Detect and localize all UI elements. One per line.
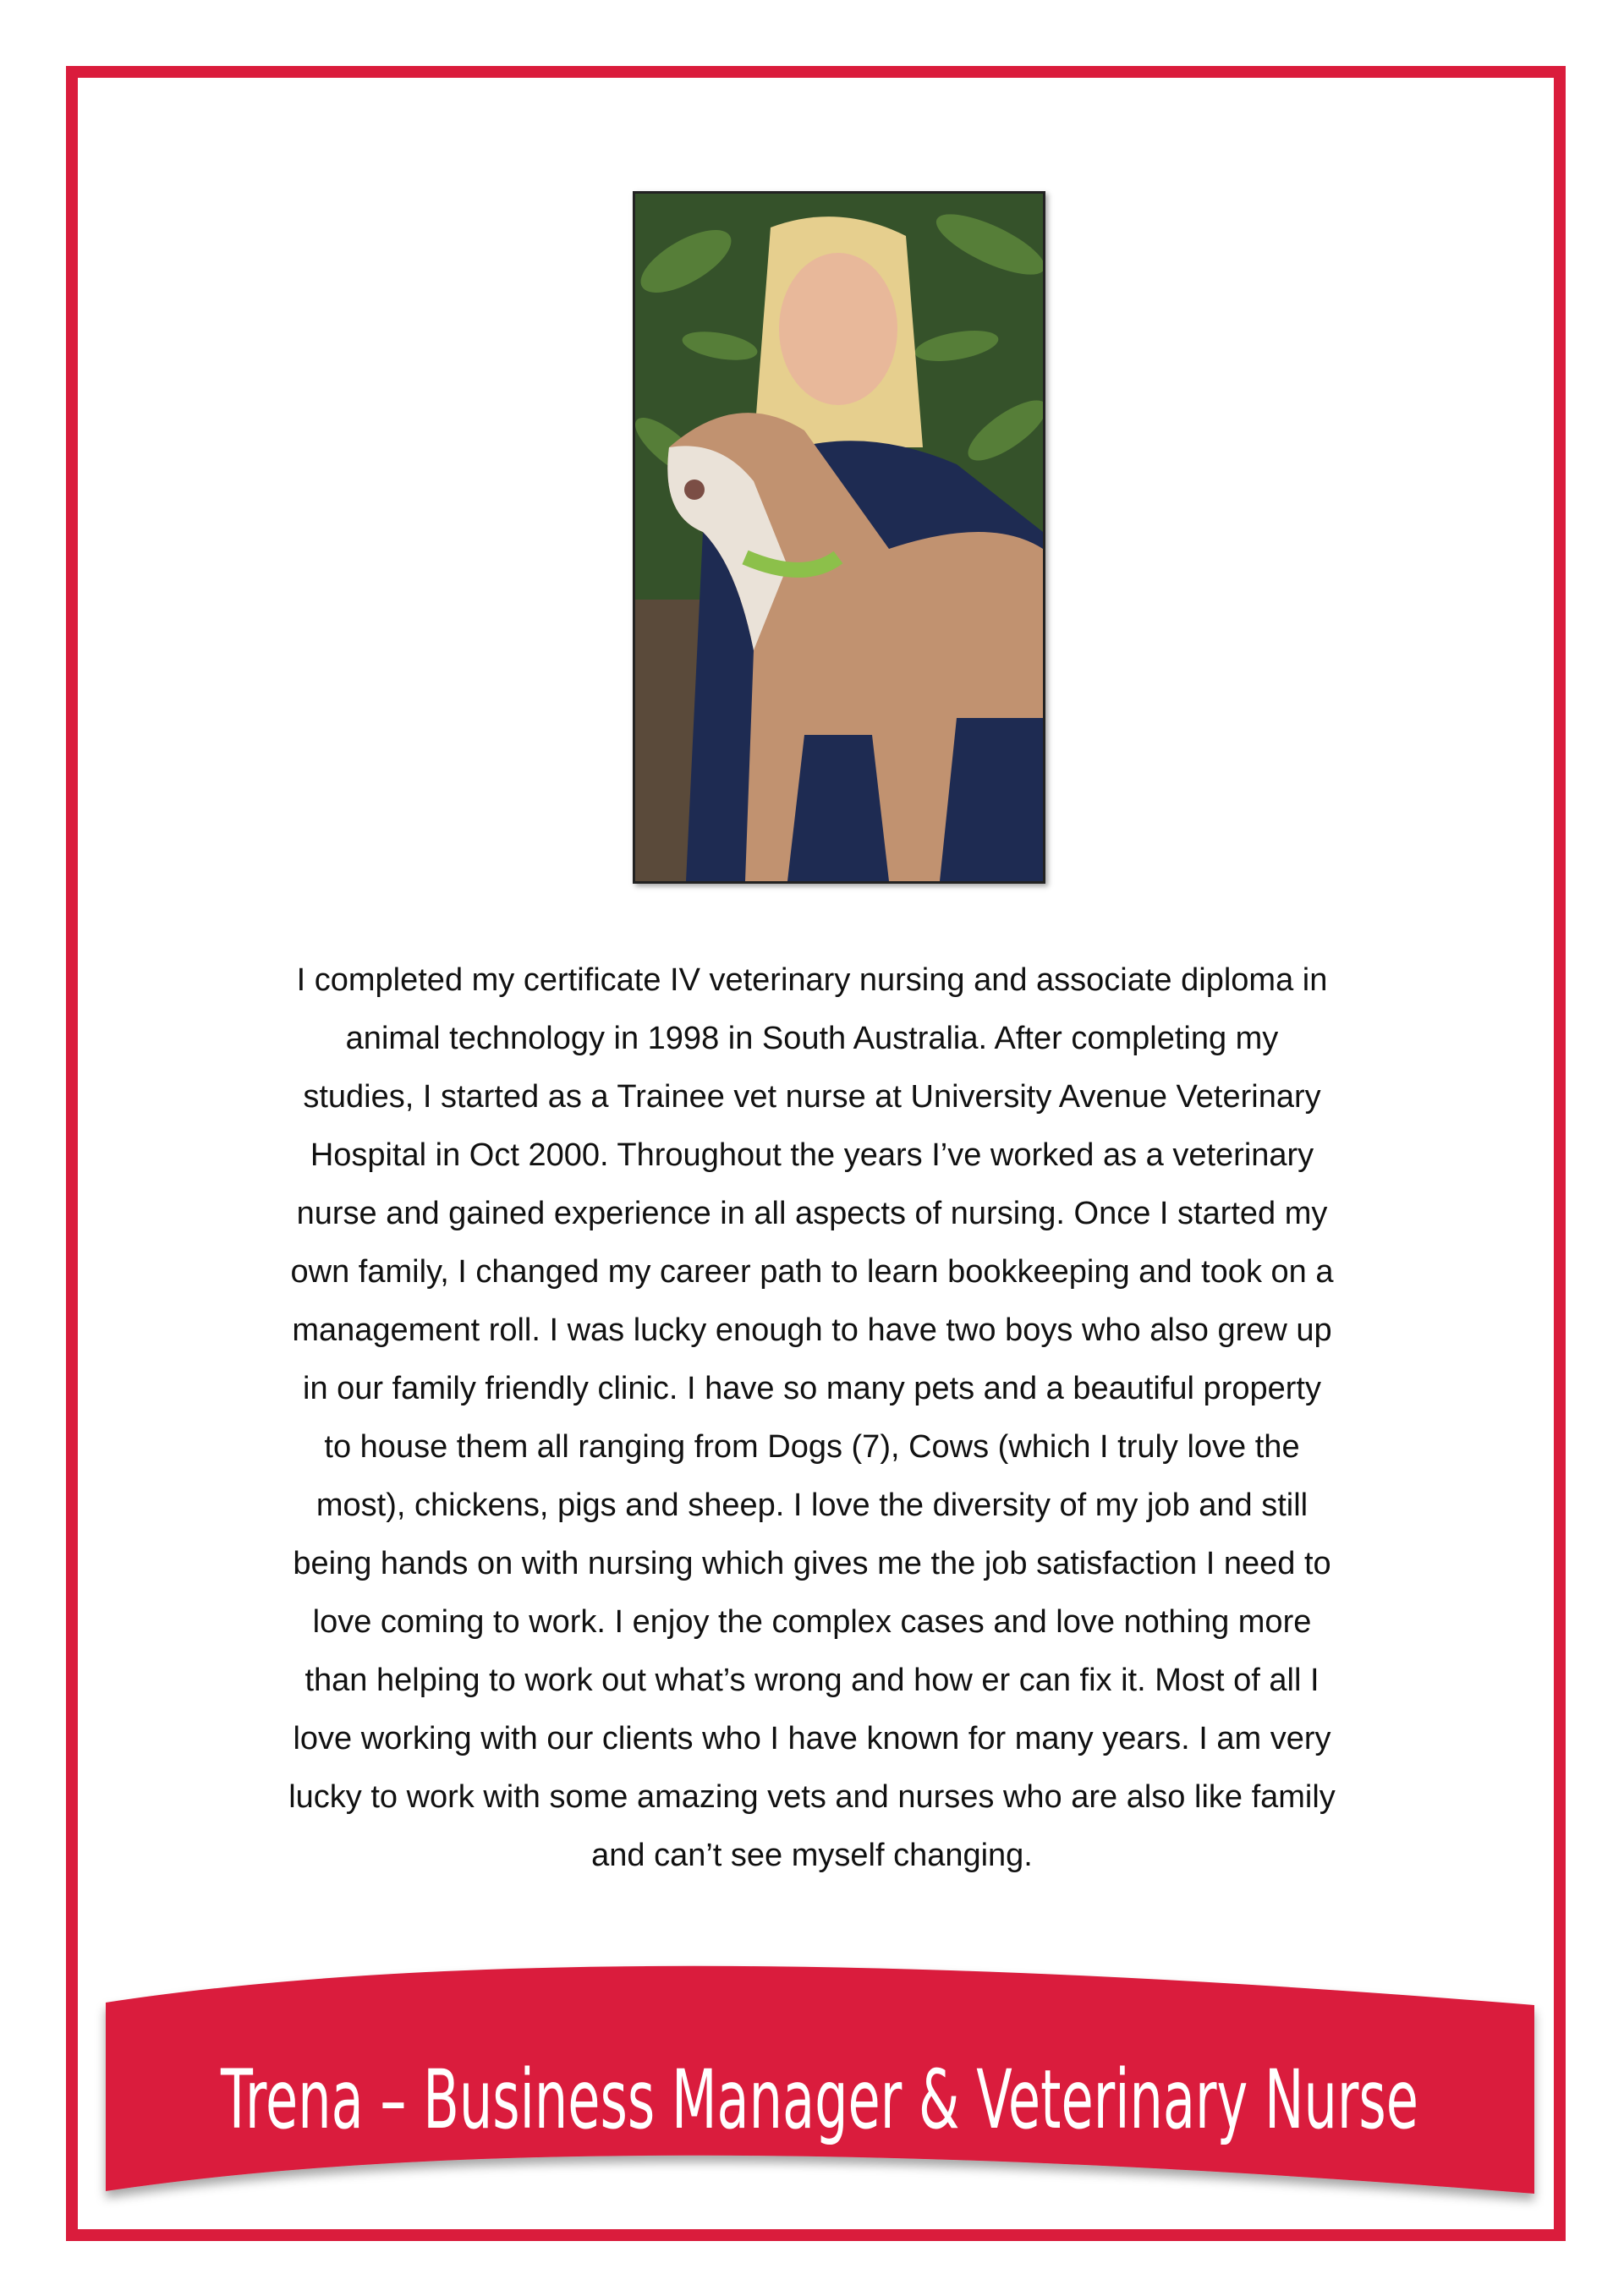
bio-line: management roll. I was lucky enough to have two boys who also grew up (292, 1312, 1332, 1348)
bio-line: in our family friendly clinic. I have so many pets and a beautiful property (303, 1371, 1321, 1406)
bio-line: I completed my certificate IV veterinary nursing and associate diploma in (296, 962, 1328, 998)
bio-line: studies, I started as a Trainee vet nurse at University Avenue Veterinary (303, 1079, 1321, 1115)
bio-text (152, 951, 1472, 1885)
bio-line: Hospital in Oct 2000. Throughout the years I’ve worked as a veterinary (310, 1137, 1314, 1173)
bio-line: to house them all ranging from Dogs (7), Cows (which I truly love the (324, 1429, 1300, 1465)
bio-line: and can’t see myself changing. (591, 1838, 1033, 1873)
bio-line: own family, I changed my career path to learn bookkeeping and took on a (290, 1254, 1334, 1290)
bio-line: nurse and gained experience in all aspects of nursing. Once I started my (296, 1196, 1328, 1231)
bio-line: being hands on with nursing which gives me the job satisfaction I need to (293, 1546, 1331, 1581)
bio-line: love coming to work. I enjoy the complex cases and love nothing more (312, 1604, 1312, 1640)
bio-line: than helping to work out what’s wrong and how er can fix it. Most of all I (304, 1663, 1320, 1698)
bio-line: most), chickens, pigs and sheep. I love the diversity of my job and still (315, 1488, 1309, 1523)
title-banner (85, 1945, 1556, 2224)
bio-line: lucky to work with some amazing vets and nurses who are also like family (288, 1779, 1336, 1815)
bio-line: love working with our clients who I have known for many years. I am very (293, 1721, 1331, 1756)
staff-photo (633, 191, 1045, 884)
bio-line: animal technology in 1998 in South Australia. After completing my (345, 1021, 1279, 1056)
banner-title: Trena – Business Manager & Veterinary Nurse (220, 2052, 1419, 2147)
